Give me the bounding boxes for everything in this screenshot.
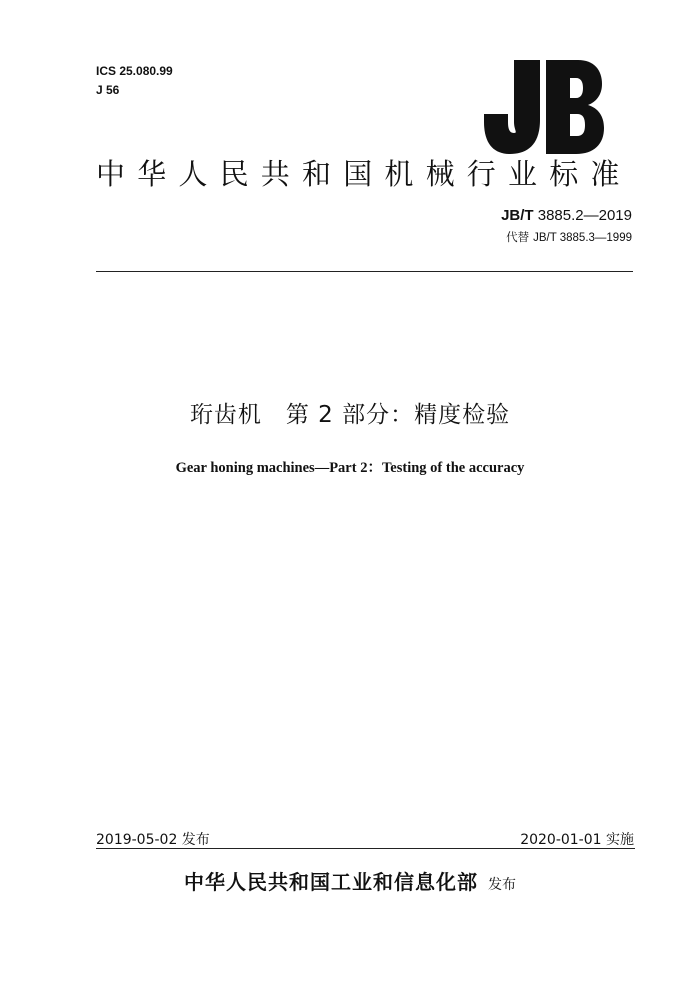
document-title-chinese: 珩齿机 第 2 部分：精度检验 xyxy=(189,402,511,428)
ics-code: ICS 25.080.99 xyxy=(96,64,173,78)
standard-code-prefix: JB/T xyxy=(501,207,534,224)
document-title-english: Gear honing machines—Part 2：Testing of the accuracy xyxy=(175,460,525,476)
top-divider xyxy=(96,271,633,272)
bottom-divider xyxy=(96,848,635,849)
standard-category-title: 中华人民共和国机械行业标准 xyxy=(96,157,632,191)
publisher-suffix: 发布 xyxy=(488,877,516,893)
classification-code: J 56 xyxy=(96,83,120,97)
implementation-date: 2020-01-01 实施 xyxy=(520,832,634,848)
issue-date: 2019-05-02 发布 xyxy=(96,832,210,848)
publisher-name: 中华人民共和国工业和信息化部 xyxy=(184,870,478,894)
standard-number xyxy=(501,207,632,224)
replace-code: JB/T 3885.3—1999 xyxy=(533,232,632,244)
replace-label: 代替 xyxy=(506,230,530,244)
standard-code-number: 3885.2—2019 xyxy=(533,207,632,224)
replaces-standard xyxy=(506,229,632,245)
publisher xyxy=(0,866,700,895)
jb-logo-icon xyxy=(484,58,604,156)
